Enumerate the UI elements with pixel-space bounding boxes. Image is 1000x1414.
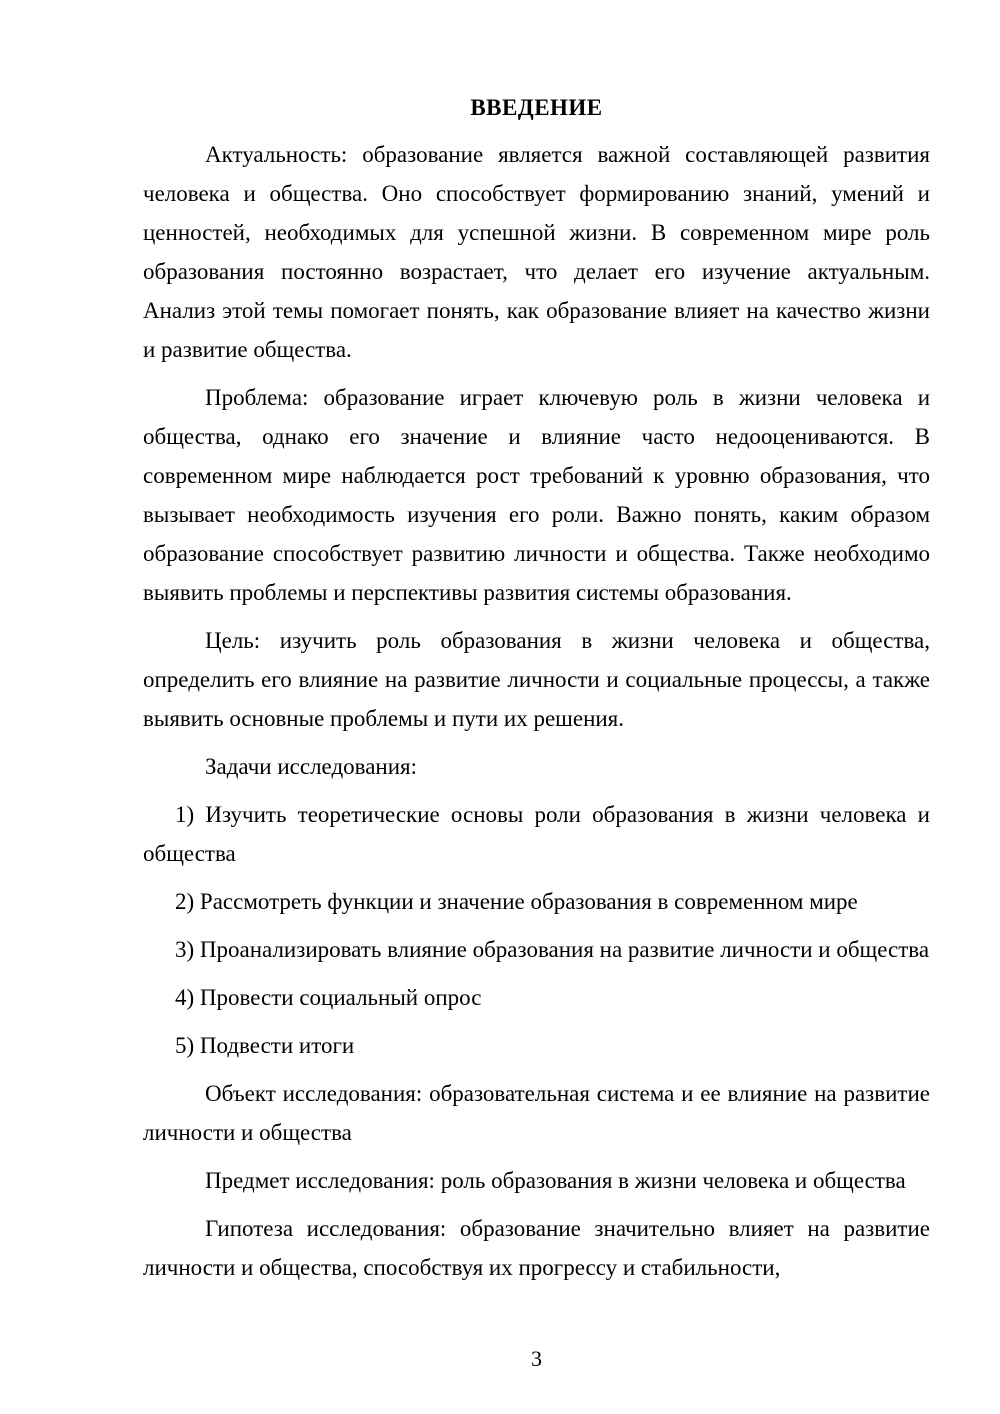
list-item-task-2: 2) Рассмотреть функции и значение образования в современном мире bbox=[175, 889, 858, 914]
list-item-task-3: 3) Проанализировать влияние образования на развитие личности и общества bbox=[175, 937, 930, 962]
paragraph-problem: Проблема: образование играет ключевую роль в жизни человека и общества, однако его значение и влияние часто недооцениваются. В современном мире наблюдается рост требований к уровню образования, что вызывает необходимость изучения его роли. Важно понять, каким образом образование способствует развитию личности и общества. Также необходимо выявить проблемы и перспективы развития системы образования. bbox=[143, 385, 930, 605]
page-number: 3 bbox=[531, 1346, 542, 1371]
list-item-task-4: 4) Провести социальный опрос bbox=[175, 985, 482, 1010]
paragraph-hypothesis: Гипотеза исследования: образование значительно влияет на развитие личности и общества, способствуя их прогрессу и стабильности, bbox=[143, 1216, 930, 1280]
paragraph-goal: Цель: изучить роль образования в жизни человека и общества, определить его влияние на развитие личности и социальные процессы, а также выявить основные проблемы и пути их решения. bbox=[143, 628, 930, 731]
paragraph-tasks-heading: Задачи исследования: bbox=[205, 754, 418, 779]
paragraph-object: Объект исследования: образовательная система и ее влияние на развитие личности и общества bbox=[143, 1081, 930, 1145]
page-title: ВВЕДЕНИЕ bbox=[470, 95, 603, 120]
paragraph-subject: Предмет исследования: роль образования в жизни человека и общества bbox=[205, 1168, 906, 1193]
list-item-task-5: 5) Подвести итоги bbox=[175, 1033, 355, 1058]
paragraph-relevance: Актуальность: образование является важной составляющей развития человека и общества. Оно способствует формированию знаний, умений и ценностей, необходимых для успешной жизни. В современном мире роль образования постоянно возрастает, что делает его изучение актуальным. Анализ этой темы помогает понять, как образование влияет на качество жизни и развитие общества. bbox=[143, 142, 930, 362]
list-item-task-1: 1) Изучить теоретические основы роли образования в жизни человека и общества bbox=[143, 802, 930, 866]
